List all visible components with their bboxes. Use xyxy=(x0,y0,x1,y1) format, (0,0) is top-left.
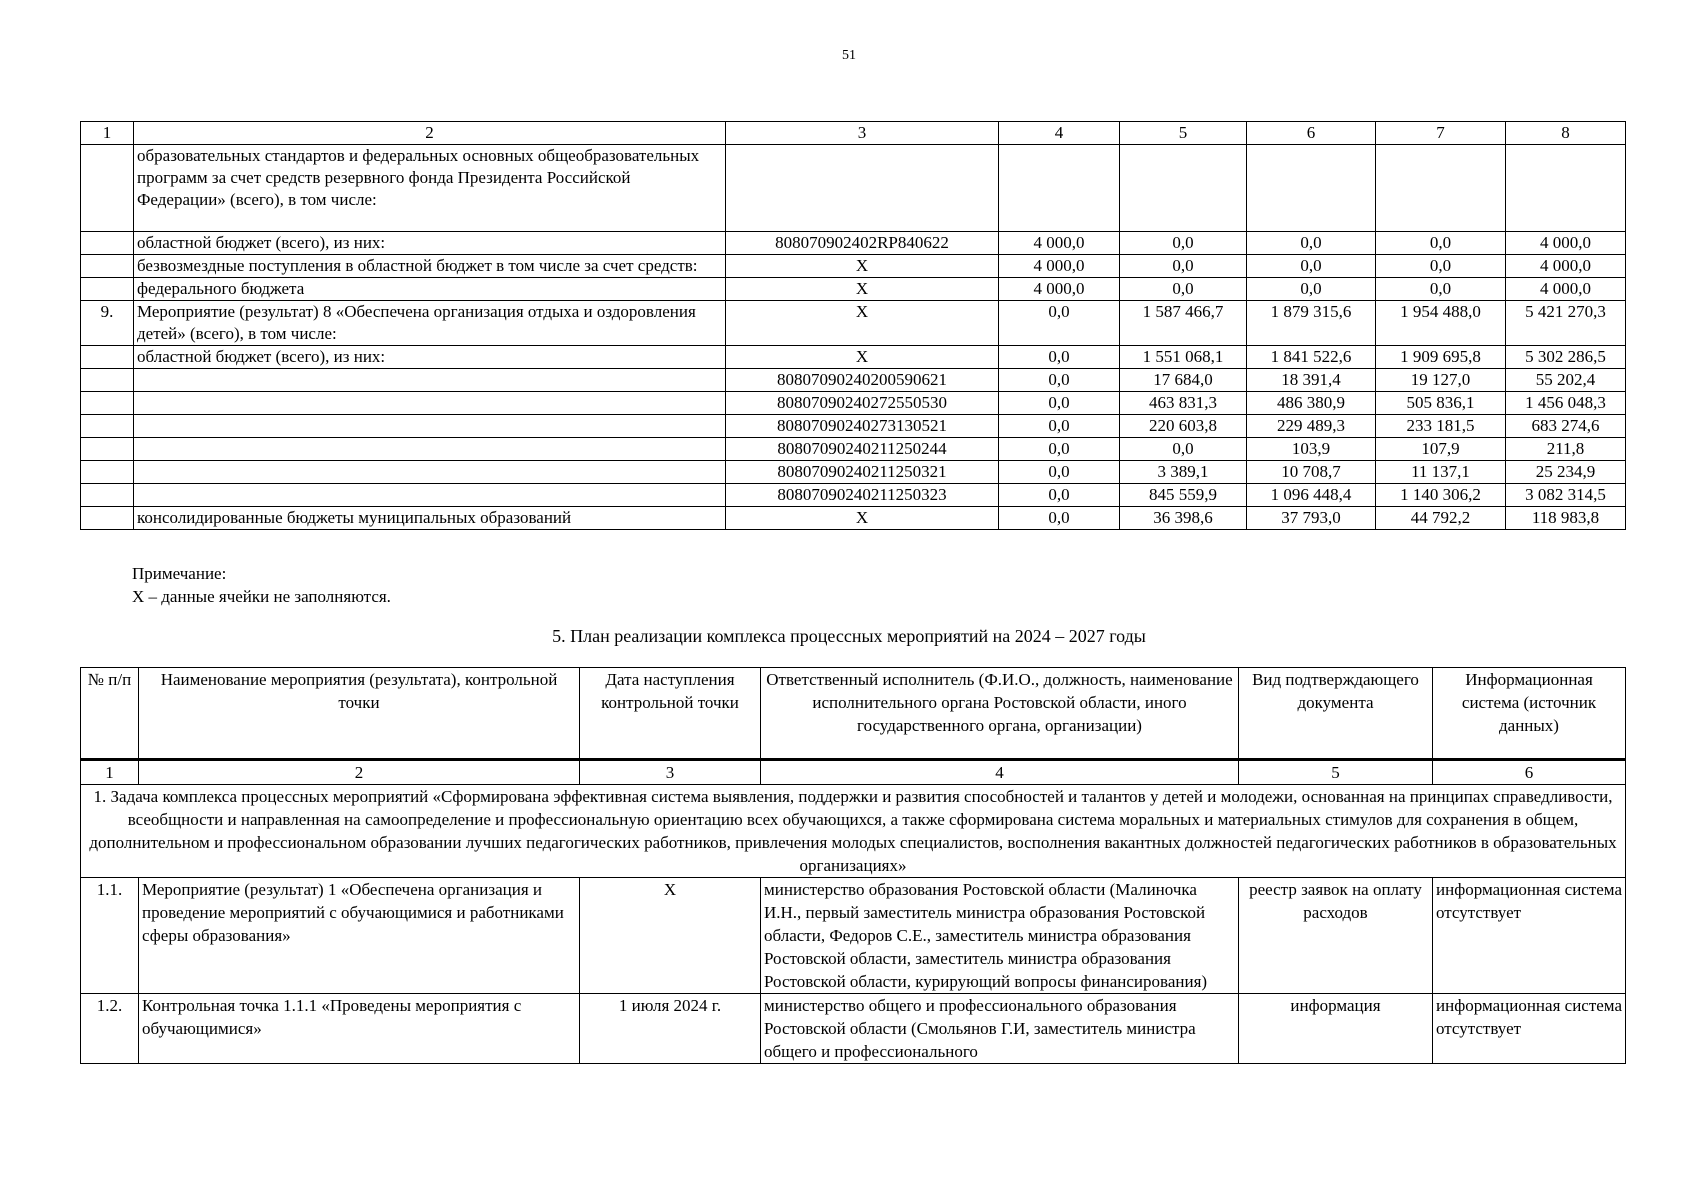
budget-header-cell: 4 xyxy=(999,122,1120,145)
plan-cell-row-system: информационная система отсутствует xyxy=(1433,994,1626,1064)
plan-cell-row-number: 1.1. xyxy=(81,878,139,994)
budget-cell-budget-code: 80807090240211250244 xyxy=(726,438,999,461)
budget-cell-value-col8: 25 234,9 xyxy=(1506,461,1626,484)
budget-cell-value-col6: 486 380,9 xyxy=(1247,392,1376,415)
budget-cell-value-col5: 0,0 xyxy=(1120,255,1247,278)
budget-cell-row-number xyxy=(81,461,134,484)
budget-cell-value-col5 xyxy=(1120,145,1247,232)
budget-cell-budget-code: 80807090240211250321 xyxy=(726,461,999,484)
budget-cell-value-col8: 1 456 048,3 xyxy=(1506,392,1626,415)
budget-cell-value-col5: 1 587 466,7 xyxy=(1120,301,1247,346)
budget-header-cell: 5 xyxy=(1120,122,1247,145)
budget-cell-budget-code xyxy=(726,145,999,232)
budget-cell-row-number xyxy=(81,415,134,438)
budget-cell-value-col6: 0,0 xyxy=(1247,278,1376,301)
budget-cell-value-col5: 36 398,6 xyxy=(1120,507,1247,530)
plan-number-cell: 4 xyxy=(761,760,1239,785)
note-text: Х – данные ячейки не заполняются. xyxy=(132,587,391,606)
budget-cell-row-number xyxy=(81,392,134,415)
budget-cell-value-col8: 55 202,4 xyxy=(1506,369,1626,392)
plan-row xyxy=(81,878,1626,994)
budget-cell-budget-code: Х xyxy=(726,301,999,346)
budget-cell-value-col6: 18 391,4 xyxy=(1247,369,1376,392)
budget-row xyxy=(81,278,1626,301)
budget-cell-row-number xyxy=(81,369,134,392)
budget-header-cell: 1 xyxy=(81,122,134,145)
budget-cell-row-name xyxy=(134,369,726,392)
budget-row xyxy=(81,346,1626,369)
plan-cell-row-executor: министерство образования Ростовской области (Малиночка И.Н., первый заместитель министра образования Ростовской области, Федоров С.Е., заместитель министра образования Ростовской области, заместитель министра образования Ростовской области, курирующий вопросы финансирования) xyxy=(761,878,1239,994)
budget-cell-row-number xyxy=(81,346,134,369)
budget-cell-value-col5: 220 603,8 xyxy=(1120,415,1247,438)
budget-cell-value-col6: 1 879 315,6 xyxy=(1247,301,1376,346)
budget-cell-value-col6: 1 841 522,6 xyxy=(1247,346,1376,369)
plan-header-cell-name: Наименование мероприятия (результата), контрольной точки xyxy=(139,668,580,760)
budget-cell-row-name: консолидированные бюджеты муниципальных образований xyxy=(134,507,726,530)
plan-header-cell-executor: Ответственный исполнитель (Ф.И.О., должность, наименование исполнительного органа Ростовской области, иного государственного органа, организации) xyxy=(761,668,1239,760)
budget-cell-value-col4: 0,0 xyxy=(999,346,1120,369)
budget-cell-value-col5: 0,0 xyxy=(1120,232,1247,255)
budget-row xyxy=(81,507,1626,530)
budget-cell-value-col6: 1 096 448,4 xyxy=(1247,484,1376,507)
plan-cell-row-name: Мероприятие (результат) 1 «Обеспечена организация и проведение мероприятий с обучающимися и работниками сферы образования» xyxy=(139,878,580,994)
budget-cell-budget-code: 80807090240272550530 xyxy=(726,392,999,415)
plan-cell-row-name: Контрольная точка 1.1.1 «Проведены мероприятия с обучающимися» xyxy=(139,994,580,1064)
budget-cell-row-number xyxy=(81,484,134,507)
budget-cell-value-col8: 683 274,6 xyxy=(1506,415,1626,438)
budget-cell-value-col6: 229 489,3 xyxy=(1247,415,1376,438)
plan-number-cell: 2 xyxy=(139,760,580,785)
budget-cell-value-col4: 0,0 xyxy=(999,369,1120,392)
budget-cell-value-col8 xyxy=(1506,145,1626,232)
budget-cell-value-col7: 19 127,0 xyxy=(1376,369,1506,392)
budget-cell-value-col5: 845 559,9 xyxy=(1120,484,1247,507)
budget-cell-value-col6: 0,0 xyxy=(1247,232,1376,255)
budget-cell-value-col7: 0,0 xyxy=(1376,232,1506,255)
budget-cell-budget-code: Х xyxy=(726,507,999,530)
note-title: Примечание: xyxy=(132,564,227,583)
budget-cell-value-col8: 4 000,0 xyxy=(1506,255,1626,278)
budget-cell-row-name: федерального бюджета xyxy=(134,278,726,301)
budget-cell-value-col8: 3 082 314,5 xyxy=(1506,484,1626,507)
budget-cell-value-col4 xyxy=(999,145,1120,232)
budget-cell-value-col6: 10 708,7 xyxy=(1247,461,1376,484)
budget-cell-row-name: образовательных стандартов и федеральных основных общеобразовательных программ за счет средств резервного фонда Президента Российской Федерации» (всего), в том числе: xyxy=(134,145,726,232)
budget-cell-value-col7: 0,0 xyxy=(1376,255,1506,278)
budget-cell-row-name xyxy=(134,438,726,461)
budget-cell-row-name: областной бюджет (всего), из них: xyxy=(134,232,726,255)
budget-cell-value-col8: 4 000,0 xyxy=(1506,232,1626,255)
budget-cell-value-col6: 103,9 xyxy=(1247,438,1376,461)
budget-cell-row-number xyxy=(81,438,134,461)
budget-cell-value-col7: 1 954 488,0 xyxy=(1376,301,1506,346)
budget-cell-row-name xyxy=(134,461,726,484)
budget-cell-value-col6 xyxy=(1247,145,1376,232)
budget-cell-row-name: областной бюджет (всего), из них: xyxy=(134,346,726,369)
budget-row xyxy=(81,415,1626,438)
budget-cell-value-col4: 4 000,0 xyxy=(999,255,1120,278)
budget-header-cell: 3 xyxy=(726,122,999,145)
budget-cell-value-col4: 4 000,0 xyxy=(999,232,1120,255)
budget-cell-value-col8: 118 983,8 xyxy=(1506,507,1626,530)
budget-cell-budget-code: 808070902402RP840622 xyxy=(726,232,999,255)
plan-cell-row-number: 1.2. xyxy=(81,994,139,1064)
budget-cell-value-col4: 0,0 xyxy=(999,484,1120,507)
plan-cell-row-executor: министерство общего и профессионального образования Ростовской области (Смольянов Г.И, заместитель министра общего и профессионального xyxy=(761,994,1239,1064)
plan-header-cell-number: № п/п xyxy=(81,668,139,760)
plan-task-row xyxy=(81,785,1626,878)
budget-cell-row-number: 9. xyxy=(81,301,134,346)
budget-cell-budget-code: 80807090240211250323 xyxy=(726,484,999,507)
plan-number-cell: 1 xyxy=(81,760,139,785)
budget-cell-value-col5: 0,0 xyxy=(1120,438,1247,461)
budget-cell-value-col6: 37 793,0 xyxy=(1247,507,1376,530)
budget-cell-budget-code: Х xyxy=(726,278,999,301)
budget-cell-value-col4: 0,0 xyxy=(999,507,1120,530)
budget-cell-value-col7: 233 181,5 xyxy=(1376,415,1506,438)
budget-cell-value-col4: 0,0 xyxy=(999,301,1120,346)
budget-header-row xyxy=(81,122,1626,145)
plan-header-cell-system: Информационная система (источник данных) xyxy=(1433,668,1626,760)
budget-cell-row-number xyxy=(81,278,134,301)
budget-cell-row-number xyxy=(81,255,134,278)
plan-cell-row-system: информационная система отсутствует xyxy=(1433,878,1626,994)
plan-number-cell: 5 xyxy=(1239,760,1433,785)
plan-number-cell: 6 xyxy=(1433,760,1626,785)
budget-header-cell: 7 xyxy=(1376,122,1506,145)
budget-cell-value-col5: 0,0 xyxy=(1120,278,1247,301)
budget-cell-value-col7: 505 836,1 xyxy=(1376,392,1506,415)
budget-cell-budget-code: 80807090240273130521 xyxy=(726,415,999,438)
budget-cell-row-number xyxy=(81,145,134,232)
budget-cell-budget-code: 80807090240200590621 xyxy=(726,369,999,392)
budget-cell-row-number xyxy=(81,232,134,255)
budget-cell-value-col8: 5 302 286,5 xyxy=(1506,346,1626,369)
budget-cell-value-col5: 463 831,3 xyxy=(1120,392,1247,415)
plan-cell-row-document: информация xyxy=(1239,994,1433,1064)
budget-row xyxy=(81,438,1626,461)
plan-cell-row-date: 1 июля 2024 г. xyxy=(580,994,761,1064)
budget-cell-row-number xyxy=(81,507,134,530)
plan-header-cell-date: Дата наступления контрольной точки xyxy=(580,668,761,760)
budget-cell-value-col5: 17 684,0 xyxy=(1120,369,1247,392)
budget-cell-value-col7: 44 792,2 xyxy=(1376,507,1506,530)
budget-cell-value-col7: 0,0 xyxy=(1376,278,1506,301)
plan-number-cell: 3 xyxy=(580,760,761,785)
budget-cell-value-col4: 0,0 xyxy=(999,415,1120,438)
budget-cell-value-col7 xyxy=(1376,145,1506,232)
budget-row xyxy=(81,369,1626,392)
page-number: 51 xyxy=(842,48,856,63)
budget-cell-row-name: Мероприятие (результат) 8 «Обеспечена организация отдыха и оздоровления детей» (всего), в том числе: xyxy=(134,301,726,346)
budget-header-cell: 6 xyxy=(1247,122,1376,145)
budget-cell-value-col8: 4 000,0 xyxy=(1506,278,1626,301)
budget-cell-row-name xyxy=(134,392,726,415)
budget-table xyxy=(80,121,1626,530)
budget-cell-value-col4: 4 000,0 xyxy=(999,278,1120,301)
budget-cell-value-col7: 11 137,1 xyxy=(1376,461,1506,484)
budget-row xyxy=(81,255,1626,278)
plan-table xyxy=(80,667,1626,1064)
budget-cell-row-name: безвозмездные поступления в областной бюджет в том числе за счет средств: xyxy=(134,255,726,278)
budget-cell-value-col5: 1 551 068,1 xyxy=(1120,346,1247,369)
budget-cell-value-col7: 107,9 xyxy=(1376,438,1506,461)
plan-row xyxy=(81,994,1626,1064)
plan-header-cell-document: Вид подтверждающего документа xyxy=(1239,668,1433,760)
budget-row xyxy=(81,232,1626,255)
budget-row xyxy=(81,301,1626,346)
budget-header-cell: 2 xyxy=(134,122,726,145)
plan-cell-row-document: реестр заявок на оплату расходов xyxy=(1239,878,1433,994)
budget-cell-value-col4: 0,0 xyxy=(999,461,1120,484)
plan-header-row xyxy=(81,668,1626,760)
budget-cell-value-col7: 1 909 695,8 xyxy=(1376,346,1506,369)
plan-task-cell: 1. Задача комплекса процессных мероприятий «Сформирована эффективная система выявления, поддержки и развития способностей и талантов у детей и молодежи, основанная на принципах справедливости, всеобщности и направленная на самоопределение и профессиональную ориентацию всех обучающихся, а также сформирована система моральных и материальных стимулов для сохранения в общем, дополнительном и профессиональном образовании лучших педагогических работников, привлечения молодых специалистов, восполнения вакантных должностей педагогических работников в образовательных организациях» xyxy=(81,785,1626,878)
budget-cell-value-col4: 0,0 xyxy=(999,392,1120,415)
plan-cell-row-date: Х xyxy=(580,878,761,994)
plan-number-row xyxy=(81,760,1626,785)
budget-cell-value-col7: 1 140 306,2 xyxy=(1376,484,1506,507)
budget-row xyxy=(81,145,1626,232)
budget-row xyxy=(81,461,1626,484)
budget-cell-value-col8: 5 421 270,3 xyxy=(1506,301,1626,346)
budget-cell-value-col4: 0,0 xyxy=(999,438,1120,461)
budget-row xyxy=(81,392,1626,415)
budget-cell-row-name xyxy=(134,415,726,438)
budget-cell-budget-code: Х xyxy=(726,346,999,369)
section-title: 5. План реализации комплекса процессных мероприятий на 2024 – 2027 годы xyxy=(552,626,1146,646)
budget-cell-budget-code: Х xyxy=(726,255,999,278)
budget-row xyxy=(81,484,1626,507)
budget-cell-value-col5: 3 389,1 xyxy=(1120,461,1247,484)
budget-cell-value-col8: 211,8 xyxy=(1506,438,1626,461)
budget-header-cell: 8 xyxy=(1506,122,1626,145)
budget-cell-value-col6: 0,0 xyxy=(1247,255,1376,278)
budget-cell-row-name xyxy=(134,484,726,507)
